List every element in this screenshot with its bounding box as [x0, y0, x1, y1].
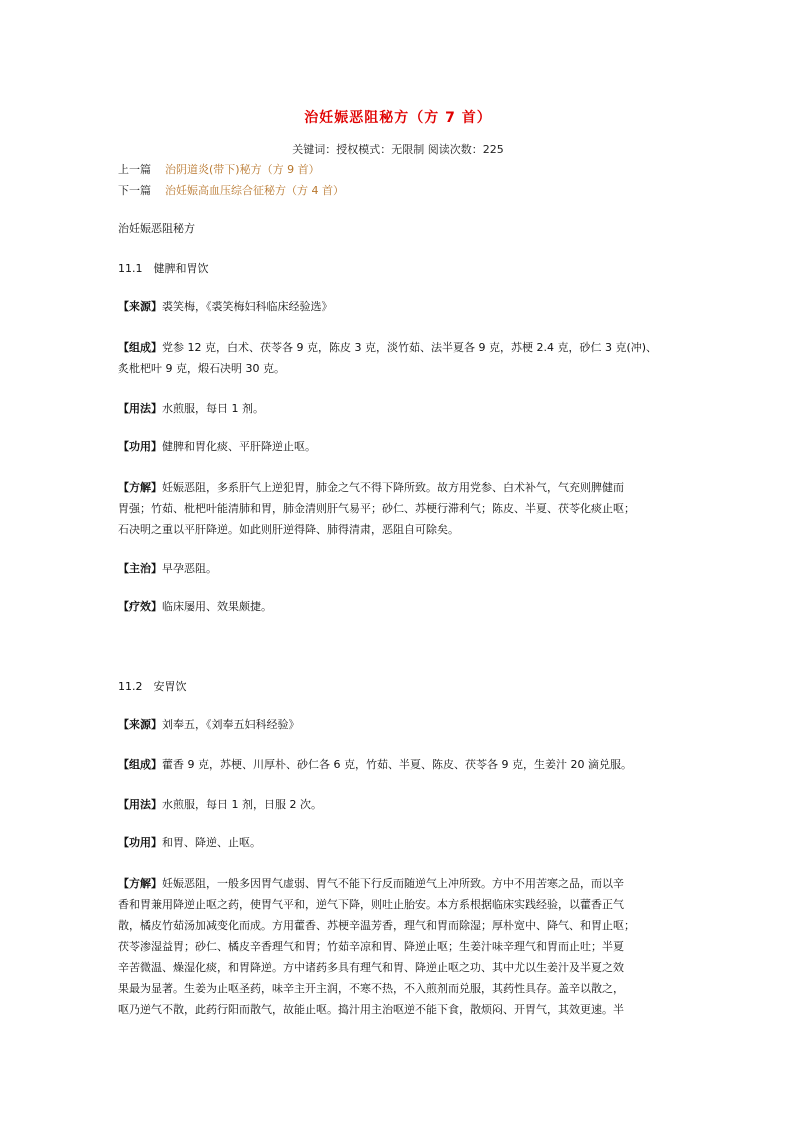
page-title: 治妊娠恶阻秘方（方 7 首）	[304, 110, 492, 126]
s1-indication	[118, 559, 217, 579]
s2-explain-line3: 散，橘皮竹茹汤加减变化而成。方用藿香、苏梗辛温芳香，理气和胃而除湿；厚朴宽中、降气、和胃止呕；	[118, 919, 635, 932]
next-article-link[interactable]: 治妊娠高血压综合征秘方（方 4 首）	[165, 184, 344, 197]
s1-source	[118, 297, 333, 317]
next-article	[118, 182, 344, 198]
s2-usage-tag: 【用法】	[118, 798, 162, 811]
s1-indication-tag: 【主治】	[118, 562, 162, 575]
s2-usage	[118, 795, 322, 815]
s1-usage-tag: 【用法】	[118, 402, 162, 415]
doc-heading: 治妊娠恶阻秘方	[118, 222, 195, 235]
s1-composition	[118, 337, 678, 379]
s1-source-text: 裘笑梅，《裘笑梅妇科临床经验选》	[162, 300, 333, 313]
s2-explain-line5: 辛苦微温、燥湿化痰，和胃降逆。方中诸药多具有理气和胃、降逆止呕之功、其中尤以生姜汁及半夏之效	[118, 961, 624, 974]
s2-effect-text: 和胃、降逆、止呕。	[162, 836, 261, 849]
s2-source-tag: 【来源】	[118, 718, 162, 731]
s1-explanation	[118, 477, 678, 540]
s1-usage	[118, 399, 264, 419]
s1-explain-line3: 石决明之重以平肝降逆。如此则肝逆得降、肺得清肃，恶阻自可除矣。	[118, 523, 459, 536]
meta-info: 关键词：授权模式：无限制 阅读次数：225	[292, 143, 504, 156]
prev-label: 上一篇	[118, 163, 151, 176]
s2-effect	[118, 833, 261, 853]
s2-source	[118, 715, 300, 735]
s1-effect-text: 健脾和胃化痰、平肝降逆止呕。	[162, 440, 316, 453]
s1-explain-tag: 【方解】	[118, 481, 162, 494]
s2-explain-tag: 【方解】	[118, 877, 162, 890]
section-heading-11-2: 11.2 安胃饮	[118, 680, 187, 693]
prev-article	[118, 161, 320, 177]
s2-explain-line2: 香和胃兼用降逆止呕之药，使胃气平和，逆气下降，则吐止胎安。本方系根据临床实践经验，以藿香正气	[118, 898, 624, 911]
s1-indication-text: 早孕恶阻。	[162, 562, 217, 575]
s2-comp-text: 藿香 9 克，苏梗、川厚朴、砂仁各 6 克，竹茹、半夏、陈皮、茯苓各 9 克，生姜汁 20 滴兑服。	[162, 758, 632, 771]
s1-efficacy-text: 临床屡用、效果颇捷。	[162, 600, 272, 613]
s1-effect	[118, 437, 316, 457]
s2-explain-line1: 妊娠恶阻，一般多因胃气虚弱、胃气不能下行反而随逆气上冲所致。方中不用苦寒之品，而以辛	[162, 877, 624, 890]
s1-comp-line2: 炙枇杷叶 9 克，煅石决明 30 克。	[118, 362, 285, 375]
s2-comp-tag: 【组成】	[118, 758, 162, 771]
s2-usage-text: 水煎服，每日 1 剂，日服 2 次。	[162, 798, 322, 811]
s2-explain-line6: 果最为显著。生姜为止呕圣药，味辛主开主润，不寒不热，不入煎剂而兑服，其药性具存。盖辛以散之，	[118, 982, 624, 995]
s2-explain-line4: 茯苓渗湿益胃；砂仁、橘皮辛香理气和胃；竹茹辛凉和胃、降逆止呕；生姜汁味辛理气和胃而止吐；半夏	[118, 940, 624, 953]
s2-explanation	[118, 873, 678, 1020]
section-heading-11-1: 11.1 健脾和胃饮	[118, 262, 209, 275]
s2-explain-line7: 呕乃逆气不散，此药行阳而散气，故能止呕。捣汁用主治呕逆不能下食，散烦闷、开胃气，其效更速。半	[118, 1003, 624, 1016]
s1-efficacy-tag: 【疗效】	[118, 600, 162, 613]
s1-efficacy	[118, 597, 272, 617]
s1-comp-tag: 【组成】	[118, 341, 162, 354]
s2-source-text: 刘奉五，《刘奉五妇科经验》	[162, 718, 300, 731]
s1-effect-tag: 【功用】	[118, 440, 162, 453]
s2-composition	[118, 755, 632, 775]
s1-usage-text: 水煎服，每日 1 剂。	[162, 402, 264, 415]
s1-explain-line2: 胃强；竹茹、枇杷叶能清肺和胃，肺金清则肝气易平；砂仁、苏梗行滞利气；陈皮、半夏、茯苓化痰止呕；	[118, 502, 635, 515]
s1-explain-line1: 妊娠恶阻，多系肝气上逆犯胃，肺金之气不得下降所致。故方用党参、白术补气，气充则脾健而	[162, 481, 624, 494]
prev-article-link[interactable]: 治阴道炎(带下)秘方（方 9 首）	[165, 163, 320, 176]
s2-effect-tag: 【功用】	[118, 836, 162, 849]
s1-comp-line1: 党参 12 克，白术、茯苓各 9 克，陈皮 3 克，淡竹茹、法半夏各 9 克，苏梗 2.4 克，砂仁 3 克(冲)、	[162, 341, 658, 354]
next-label: 下一篇	[118, 184, 151, 197]
s1-source-tag: 【来源】	[118, 300, 162, 313]
